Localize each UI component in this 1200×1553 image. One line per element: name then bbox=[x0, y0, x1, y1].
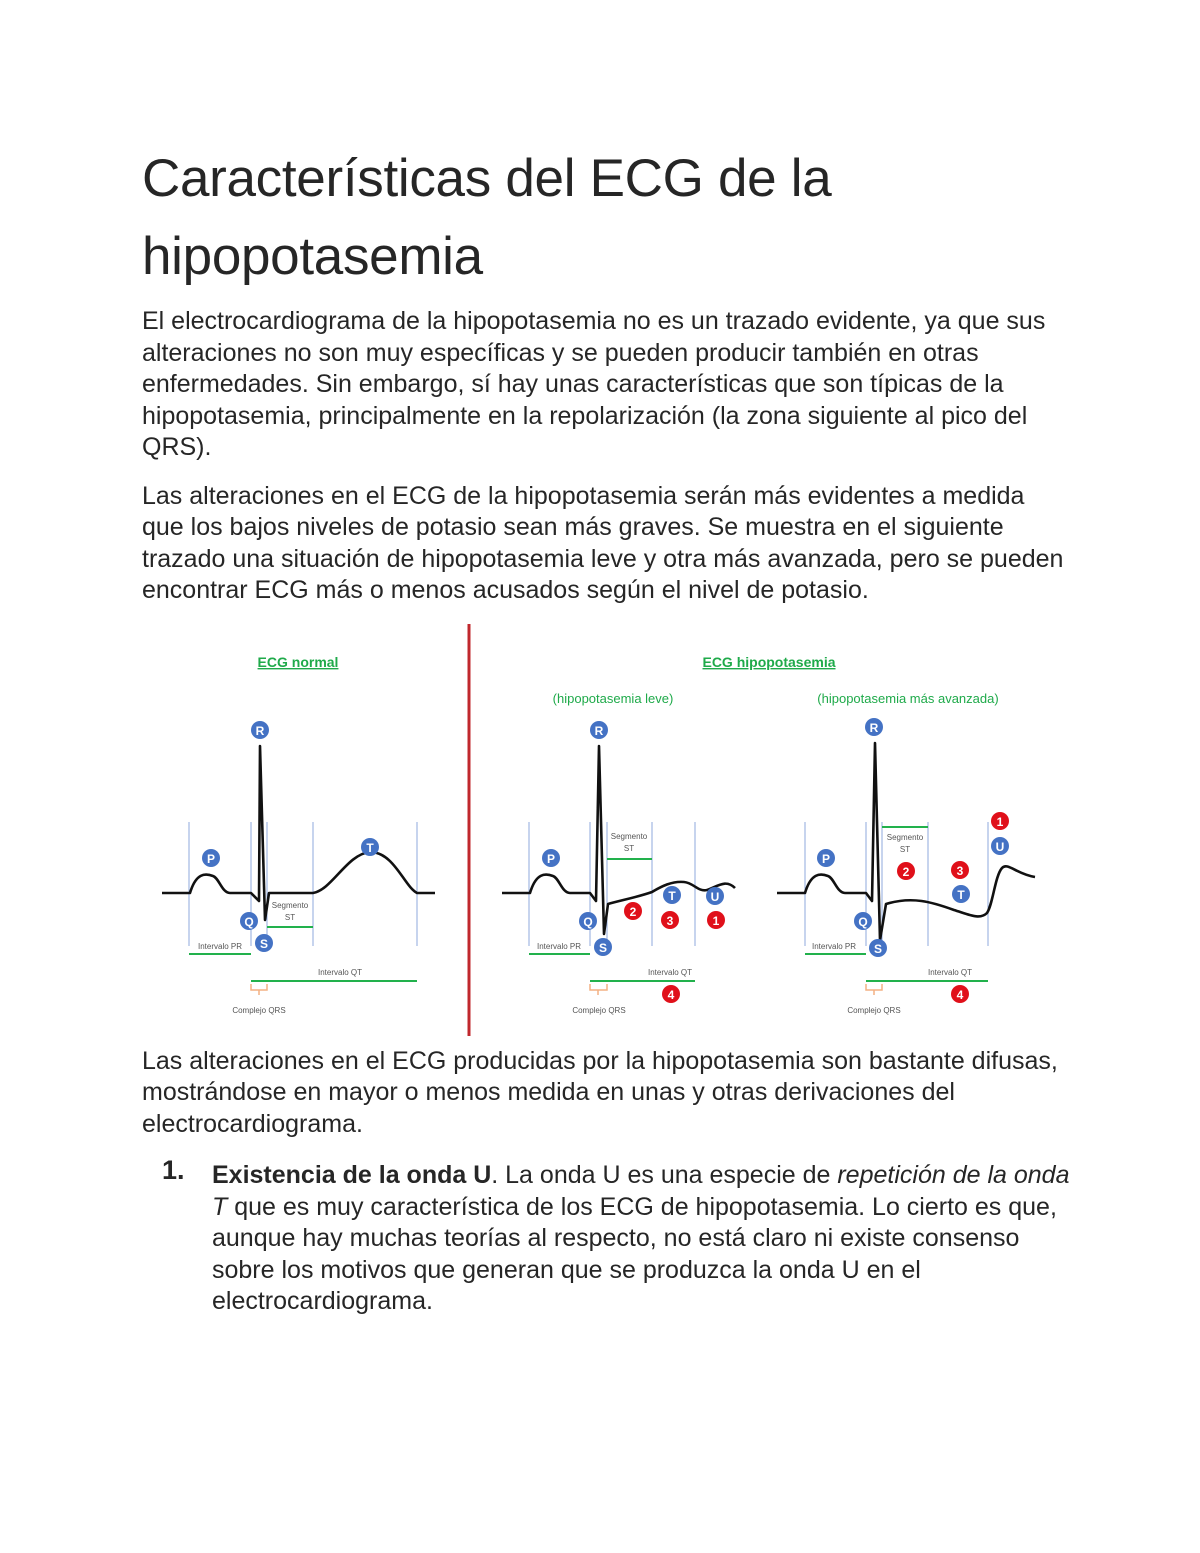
ecg-figure bbox=[142, 624, 1072, 1044]
paragraph-diffuse: Las alteraciones en el ECG producidas por la hipopotasemia son bastante difusas, mostrándose en mayor o menos medida en unas y otras derivaciones del electrocardiograma. bbox=[142, 1046, 1058, 1138]
svg-text:Segmento: Segmento bbox=[886, 832, 924, 842]
ecg-trace-normal bbox=[162, 746, 435, 920]
svg-text:S: S bbox=[598, 940, 608, 955]
svg-text:3: 3 bbox=[666, 913, 674, 928]
svg-text:Complejo QRS: Complejo QRS bbox=[572, 1005, 626, 1015]
svg-text:Intervalo PR: Intervalo PR bbox=[811, 941, 857, 951]
svg-text:Q: Q bbox=[244, 914, 254, 929]
svg-text:1: 1 bbox=[996, 814, 1004, 829]
mild-label: (hipopotasemia leve) bbox=[552, 690, 674, 706]
svg-text:T: T bbox=[668, 888, 676, 903]
svg-text:4: 4 bbox=[667, 987, 675, 1002]
svg-text:ST: ST bbox=[284, 912, 296, 922]
svg-text:U: U bbox=[995, 839, 1005, 854]
svg-text:R: R bbox=[594, 723, 604, 738]
qrs-complex-label: Complejo QRS bbox=[232, 1005, 286, 1015]
wave-r-marker bbox=[251, 721, 269, 739]
svg-text:R: R bbox=[869, 720, 879, 735]
svg-text:2: 2 bbox=[629, 904, 637, 919]
feature-list bbox=[142, 1155, 1072, 1318]
svg-text:P: P bbox=[546, 851, 556, 866]
svg-text:Intervalo PR: Intervalo PR bbox=[536, 941, 582, 951]
svg-text:1: 1 bbox=[712, 913, 720, 928]
svg-text:4: 4 bbox=[956, 987, 964, 1002]
advanced-label: (hipopotasemia más avanzada) bbox=[817, 690, 999, 706]
ecg-diagram bbox=[142, 624, 1072, 1044]
paragraph-intro: El electrocardiograma de la hipopotasemia no es un trazado evidente, ya que sus alteraciones no son muy específicas y se pueden producir también en otras enfermedades. Sin embargo, sí hay unas características que son típicas de la hipopotasemia, principalmente en la repolarización (la zona siguiente al pico del QRS). bbox=[142, 307, 1046, 461]
svg-text:Intervalo QT: Intervalo QT bbox=[927, 967, 973, 977]
list-item-heading: Existencia de la onda U bbox=[212, 1161, 492, 1189]
svg-text:Complejo QRS: Complejo QRS bbox=[847, 1005, 901, 1015]
svg-text:T: T bbox=[957, 887, 965, 902]
wave-p-marker bbox=[202, 849, 220, 867]
wave-s-marker bbox=[255, 934, 273, 952]
panel-normal bbox=[162, 721, 435, 1015]
qt-interval-label: Intervalo QT bbox=[317, 967, 363, 977]
pr-interval-label: Intervalo PR bbox=[197, 941, 243, 951]
svg-text:Q: Q bbox=[858, 914, 868, 929]
hypo-ecg-title: ECG hipopotasemia bbox=[702, 653, 836, 670]
paragraph-severity: Las alteraciones en el ECG de la hipopotasemia serán más evidentes a medida que los bajos niveles de potasio sean más graves. Se muestra en el siguiente trazado una situación de hipopotasemia leve y otra más avanzada, pero se pueden encontrar ECG más o menos acusados según el nivel de potasio. bbox=[142, 481, 1064, 604]
wave-q-marker bbox=[240, 912, 258, 930]
wave-t-marker bbox=[361, 838, 379, 856]
svg-text:ST: ST bbox=[899, 844, 911, 854]
svg-text:P: P bbox=[821, 851, 831, 866]
svg-text:P: P bbox=[206, 851, 216, 866]
svg-text:T: T bbox=[366, 840, 374, 855]
list-item-emphasis: repetición de la onda T bbox=[212, 1161, 1070, 1221]
svg-text:S: S bbox=[259, 936, 269, 951]
page-title: Características del ECG de la hipopotasemia bbox=[142, 149, 832, 286]
svg-text:ST: ST bbox=[623, 843, 635, 853]
svg-text:Q: Q bbox=[583, 914, 593, 929]
svg-text:3: 3 bbox=[956, 863, 964, 878]
svg-text:Segmento: Segmento bbox=[610, 831, 648, 841]
segment-st-label: Segmento bbox=[271, 900, 309, 910]
svg-text:Intervalo QT: Intervalo QT bbox=[647, 967, 693, 977]
list-number: 1. bbox=[162, 1155, 185, 1185]
svg-text:S: S bbox=[873, 941, 883, 956]
panel-mild bbox=[502, 721, 735, 1015]
list-item: 1. Existencia de la onda U. La onda U es una especie de repetición de la onda T que es muy característica de los ECG de hipopotasemia. Lo cierto es que, aunque hay muchas teorías al respecto, no está claro ni existe consenso sobre los motivos que generan que se produzca la onda U en el electrocardiograma. bbox=[162, 1155, 1070, 1315]
panel-advanced bbox=[777, 718, 1035, 1015]
svg-text:2: 2 bbox=[902, 864, 910, 879]
normal-ecg-title: ECG normal bbox=[257, 653, 339, 670]
svg-text:U: U bbox=[710, 889, 720, 904]
document-page bbox=[142, 140, 1072, 1318]
svg-text:R: R bbox=[255, 723, 265, 738]
